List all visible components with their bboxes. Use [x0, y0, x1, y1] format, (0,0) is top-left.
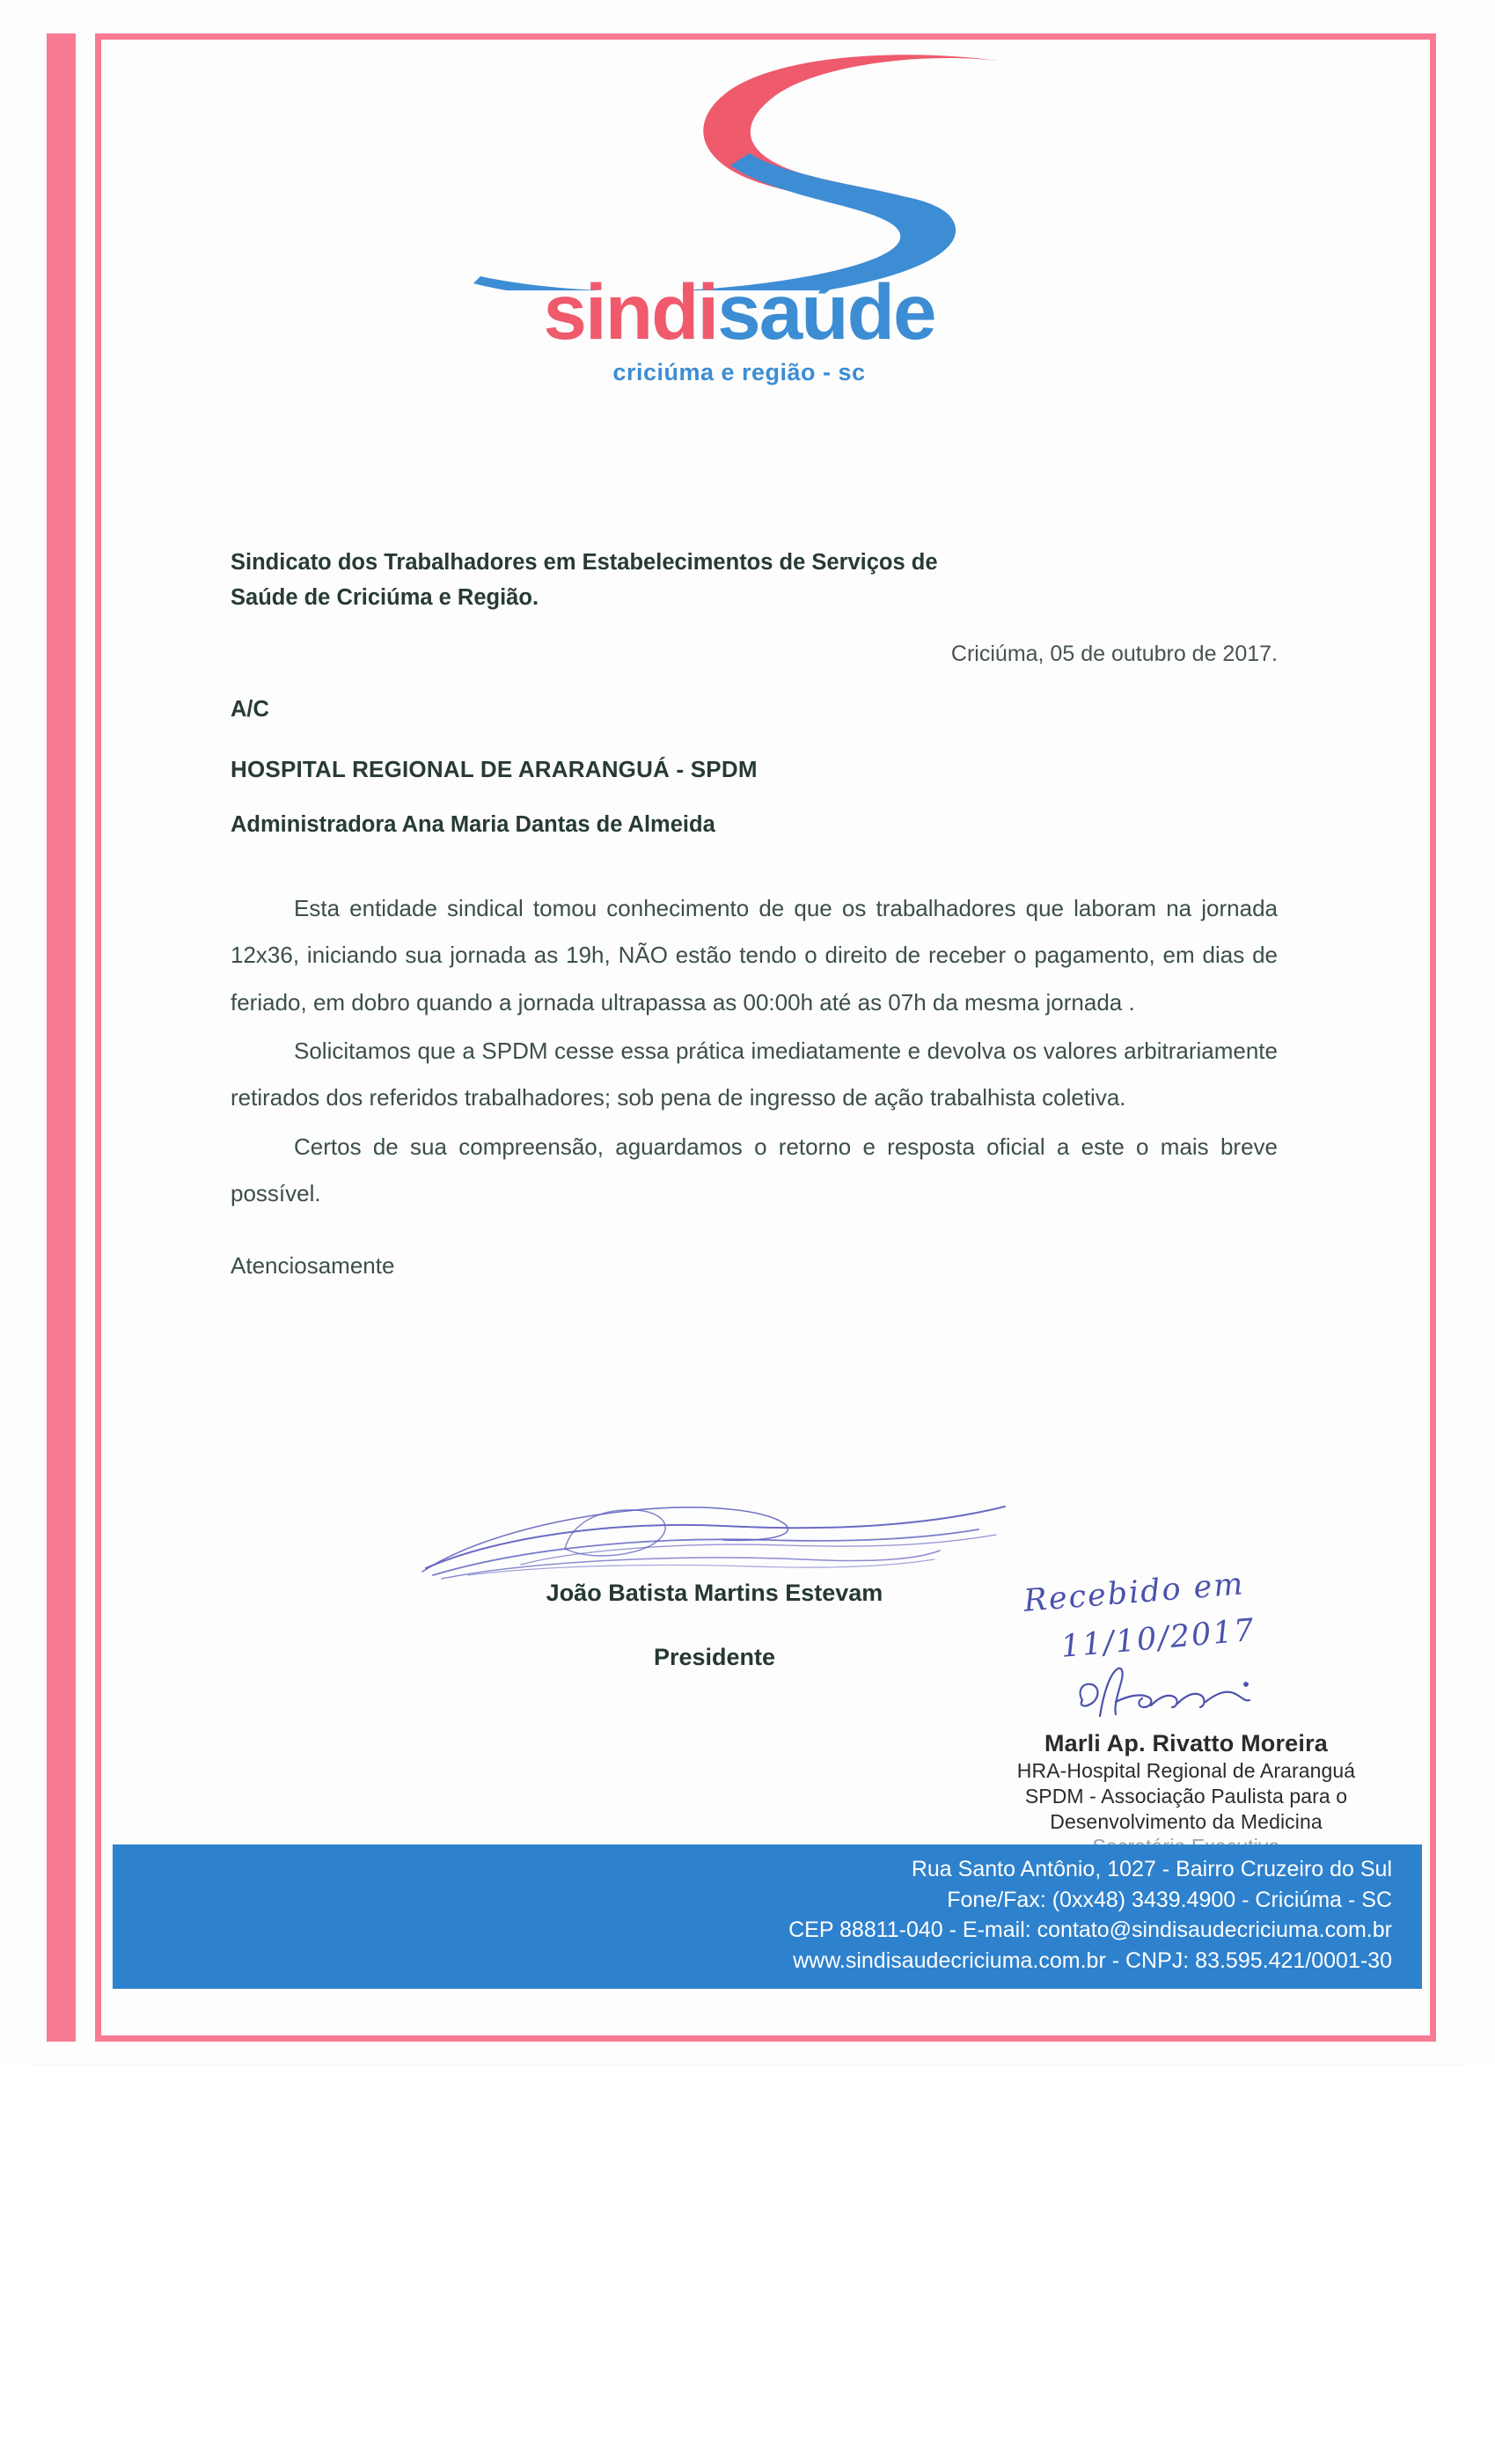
logo-wordmark-sindi: sindi: [543, 268, 718, 356]
footer-website-line: www.sindisaudecriciuma.com.br - CNPJ: 83.595.421/0001-30: [793, 1947, 1392, 1973]
body-paragraph-1: Esta entidade sindical tomou conhecimento de que os trabalhadores que laboram na jornada 12x36, iniciando sua jornada as 19h, NÃO estão tendo o direito de receber o pagamento, em dias de feriado, em dobro quando a jornada ultrapassa as 00:00h até as 07h da mesma jornada .: [231, 895, 1278, 1016]
stamp-line-3: Desenvolvimento da Medicina: [1050, 1809, 1323, 1833]
logo-subtitle: criciúma e região - sc: [612, 359, 866, 385]
letterhead-left-pink-bar: [47, 33, 76, 2042]
received-handwritten-note: [1022, 1566, 1339, 1729]
s-swoosh-icon: [466, 53, 1012, 290]
signer-name: João Batista Martins Estevam: [546, 1580, 883, 1606]
sindisaude-logo: [466, 53, 1012, 405]
organization-title-line2: Saúde de Criciúma e Região.: [231, 584, 539, 610]
attention-label: A/C: [231, 697, 269, 722]
recipient-person: Administradora Ana Maria Dantas de Almeida: [231, 812, 715, 838]
stamp-name: Marli Ap. Rivatto Moreira: [1044, 1730, 1329, 1756]
reception-stamp: [1010, 1729, 1362, 1859]
body-paragraph-3: Certos de sua compreensão, aguardamos o retorno e resposta oficial a este o mais breve possível.: [231, 1133, 1278, 1206]
handwritten-initials-icon: [1074, 1661, 1276, 1725]
date-line: Criciúma, 05 de outubro de 2017.: [950, 642, 1278, 667]
signer-role: Presidente: [653, 1644, 776, 1670]
letter-body: [231, 546, 1278, 1280]
organization-title: [231, 546, 1278, 615]
footer-phone-line: Fone/Fax: (0xx48) 3439.4900 - Criciúma - SC: [947, 1887, 1392, 1912]
logo-wordmark: [466, 268, 1012, 356]
footer-contact-band: [113, 1844, 1422, 1989]
closing-salutation: Atenciosamente: [231, 1252, 395, 1280]
stamp-line-1: HRA-Hospital Regional de Araranguá: [1016, 1759, 1356, 1783]
body-paragraph-2: Solicitamos que a SPDM cesse essa prática imediatamente e devolva os valores arbitrariamente retirados dos referidos trabalhadores; sob pena de ingresso de ação trabalhista coletiva.: [231, 1037, 1278, 1111]
stamp-line-2: SPDM - Associação Paulista para o: [1024, 1784, 1348, 1808]
footer-contact-lines: [788, 1854, 1392, 1976]
logo-wordmark-saude: saúde: [717, 268, 935, 356]
organization-title-line1: Sindicato dos Trabalhadores em Estabelecimentos de Serviços de: [231, 550, 938, 575]
recipient-organization: HOSPITAL REGIONAL DE ARARANGUÁ - SPDM: [231, 756, 758, 783]
handwritten-signature-icon: [415, 1487, 1014, 1593]
received-handwritten-text: Recebido em: [1022, 1566, 1246, 1619]
received-handwritten-date: 11/10/2017: [1059, 1612, 1257, 1665]
footer-email-line: CEP 88811-040 - E-mail: contato@sindisaudecriciuma.com.br: [788, 1918, 1392, 1942]
scan-blank-lower-area: [0, 2064, 1495, 2464]
footer-address-line: Rua Santo Antônio, 1027 - Bairro Cruzeiro do Sul: [911, 1857, 1392, 1881]
